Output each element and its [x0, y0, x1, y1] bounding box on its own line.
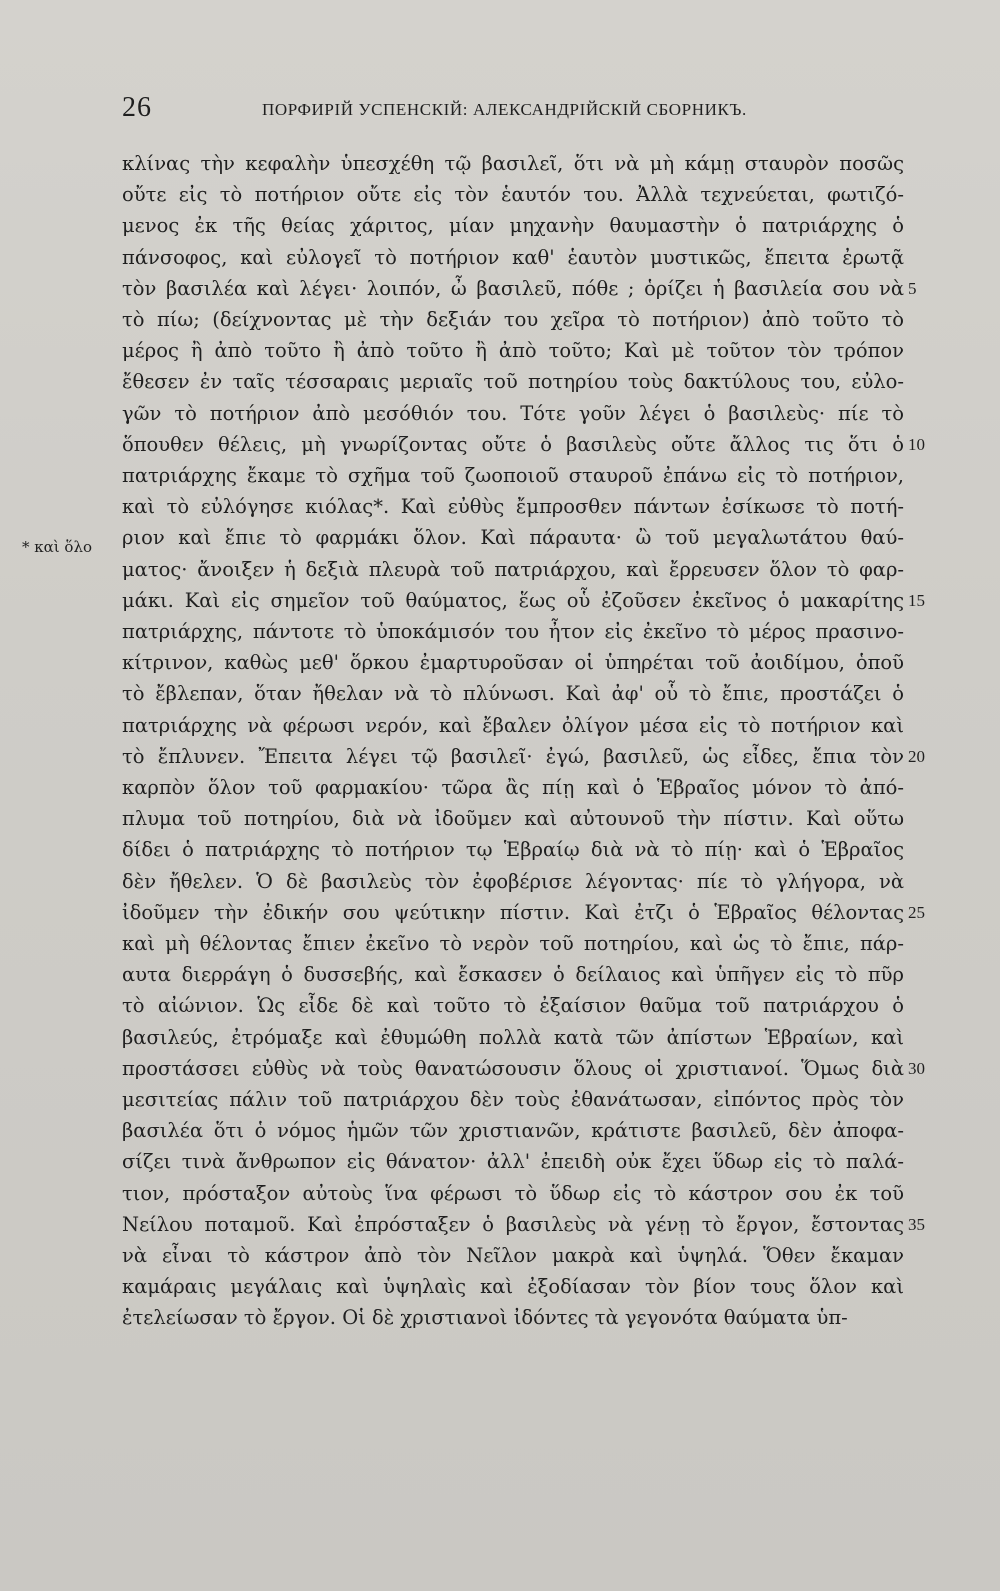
line-number: 5: [908, 278, 917, 298]
text-line: μέρος ἢ ἀπὸ τοῦτο ἢ ἀπὸ τοῦτο ἢ ἀπὸ τοῦτο; Καὶ μὲ τοῦτον τὸν τρόπον: [122, 339, 904, 363]
line-number: 15: [908, 590, 925, 610]
line-number: 25: [908, 902, 925, 922]
running-title: ПОРФИРІЙ УСПЕНСКІЙ: АЛЕКСАНДРІЙСКІЙ СБОРНИКЪ.: [262, 100, 747, 119]
text-line: πατριάρχης ἔκαμε τὸ σχῆμα τοῦ ζωοποιοῦ σταυροῦ ἐπάνω εἰς τὸ ποτήριον,: [122, 464, 904, 487]
text-line: τιον, πρόσταξον αὐτοὺς ἵνα φέρωσι τὸ ὕδωρ εἰς τὸ κάστρον σου ἐκ τοῦ: [122, 1181, 904, 1205]
text-line: πάνσοφος, καὶ εὐλογεῖ τὸ ποτήριον καθ' ἑαυτὸν μυστικῶς, ἔπειτα ἐρωτᾷ: [122, 245, 904, 269]
text-line: ριον καὶ ἔπιε τὸ φαρμάκι ὅλον. Καὶ πάραυτα· ὢ τοῦ μεγαλωτάτου θαύ-: [122, 526, 904, 550]
text-line: τὸ πίω; (δείχνοντας μὲ τὴν δεξιάν του χεῖρα τὸ ποτήριον) ἀπὸ τοῦτο τὸ: [122, 308, 904, 331]
text-line: τὸ ἔπλυνεν. Ἔπειτα λέγει τῷ βασιλεῖ· ἐγώ, βασιλεῦ, ὡς εἶδες, ἔπια τὸν: [122, 744, 904, 768]
line-number: 35: [908, 1214, 925, 1234]
text-line: πλυμα τοῦ ποτηρίου, διὰ νὰ ἰδοῦμεν καὶ αὐτουνοῦ τὴν πίστιν. Καὶ οὕτω: [122, 807, 904, 831]
text-line: μεσιτείας πάλιν τοῦ πατριάρχου δὲν τοὺς ἐθανάτωσαν, εἰπόντος πρὸς τὸν: [122, 1088, 904, 1111]
text-line: βασιλεύς, ἐτρόμαξε καὶ ἐθυμώθη πολλὰ κατὰ τῶν ἀπίστων Ἑβραίων, καὶ: [122, 1025, 904, 1049]
text-line: ἔθεσεν ἐν ταῖς τέσσαραις μεριαῖς τοῦ ποτηρίου τοὺς δακτύλους του, εὐλο-: [122, 370, 904, 394]
text-line: βασιλέα ὅτι ὁ νόμος ἡμῶν τῶν χριστιανῶν, κράτιστε βασιλεῦ, δὲν ἀποφα-: [122, 1119, 904, 1143]
text-line: καὶ μὴ θέλοντας ἔπιεν ἐκεῖνο τὸ νερὸν τοῦ ποτηρίου, καὶ ὡς τὸ ἔπιε, πάρ-: [122, 932, 904, 955]
line-number: 30: [908, 1058, 925, 1078]
text-line: μάκι. Καὶ εἰς σημεῖον τοῦ θαύματος, ἕως οὗ ἐζοῦσεν ἐκεῖνος ὁ μακαρίτης: [122, 588, 904, 612]
text-line: προστάσσει εὐθὺς νὰ τοὺς θανατώσουσιν ὅλους οἱ χριστιανοί. Ὅμως διὰ: [122, 1056, 904, 1080]
text-line: νὰ εἶναι τὸ κάστρον ἀπὸ τὸν Νεῖλον μακρὰ καὶ ὑψηλά. Ὅθεν ἔκαμαν: [122, 1244, 904, 1267]
text-line: τὸ ἔβλεπαν, ὅταν ἤθελαν νὰ τὸ πλύνωσι. Καὶ ἀφ' οὗ τὸ ἔπιε, προστάζει ὁ: [122, 682, 904, 706]
text-line: καρπὸν ὅλον τοῦ φαρμακίου· τῶρα ἂς πίῃ καὶ ὁ Ἑβραῖος μόνον τὸ ἀπό-: [122, 776, 904, 799]
text-line: τὸν βασιλέα καὶ λέγει· λοιπόν, ὦ βασιλεῦ, πόθε ; ὁρίζει ἡ βασιλεία σου νὰ: [122, 276, 904, 300]
text-line: ματος· ἄνοιξεν ἡ δεξιὰ πλευρὰ τοῦ πατριάρχου, καὶ ἔρρευσεν ὅλον τὸ φαρ-: [122, 557, 904, 581]
text-line: ἰδοῦμεν τὴν ἐδικήν σου ψεύτικην πίστιν. Καὶ ἐτζι ὁ Ἑβραῖος θέλοντας: [122, 900, 904, 924]
text-line: πατριάρχης νὰ φέρωσι νερόν, καὶ ἔβαλεν ὀλίγον μέσα εἰς τὸ ποτήριον καὶ: [122, 713, 904, 737]
line-number: 20: [908, 746, 925, 766]
page-number: 26: [122, 92, 152, 123]
text-line: οὔτε εἰς τὸ ποτήριον οὔτε εἰς τὸν ἑαυτόν του. Ἀλλὰ τεχνεύεται, φωτιζό-: [122, 183, 904, 207]
text-line: καὶ τὸ εὐλόγησε κιόλας*. Καὶ εὐθὺς ἔμπροσθεν πάντων ἐσίκωσε τὸ ποτή-: [122, 495, 904, 519]
margin-note: * καὶ ὅλο: [22, 538, 92, 556]
text-line: καμάραις μεγάλαις καὶ ὑψηλαὶς καὶ ἐξοδίασαν τὸν βίον τους ὅλον καὶ: [122, 1275, 904, 1299]
text-line: δὲν ἤθελεν. Ὁ δὲ βασιλεὺς τὸν ἐφοβέρισε λέγοντας· πίε τὸ γλήγορα, νὰ: [122, 869, 904, 893]
text-line: κίτρινον, καθὼς μεθ' ὅρκου ἐμαρτυροῦσαν οἱ ὑπηρέται τοῦ ἀοιδίμου, ὁποῦ: [122, 651, 904, 675]
text-line: ὅπουθεν θέλεις, μὴ γνωρίζοντας οὔτε ὁ βασιλεὺς οὔτε ἄλλος τις ὅτι ὁ: [122, 432, 904, 456]
text-line: ἐτελείωσαν τὸ ἔργον. Οἱ δὲ χριστιανοὶ ἰδόντες τὰ γεγονότα θαύματα ὑπ-: [122, 1306, 848, 1330]
line-number: 10: [908, 434, 925, 454]
text-line: αυτα διερράγη ὁ δυσσεβής, καὶ ἔσκασεν ὁ δείλαιος καὶ ὑπῆγεν εἰς τὸ πῦρ: [122, 963, 904, 987]
text-line: Νείλου ποταμοῦ. Καὶ ἐπρόσταξεν ὁ βασιλεὺς νὰ γένῃ τὸ ἔργον, ἔστοντας: [122, 1212, 904, 1236]
text-line: μενος ἐκ τῆς θείας χάριτος, μίαν μηχανὴν θαυμαστὴν ὁ πατριάρχης ὁ: [122, 214, 904, 238]
text-line: πατριάρχης, πάντοτε τὸ ὑποκάμισόν του ἦτον εἰς ἐκεῖνο τὸ μέρος πρασινο-: [122, 620, 904, 643]
text-line: γῶν τὸ ποτήριον ἀπὸ μεσόθιόν του. Τότε γοῦν λέγει ὁ βασιλεὺς· πίε τὸ: [122, 401, 904, 425]
text-line: κλίνας τὴν κεφαλὴν ὑπεσχέθη τῷ βασιλεῖ, ὅτι νὰ μὴ κάμῃ σταυρὸν ποσῶς: [122, 152, 904, 175]
text-line: τὸ αἰώνιον. Ὡς εἶδε δὲ καὶ τοῦτο τὸ ἐξαίσιον θαῦμα τοῦ πατριάρχου ὁ: [122, 994, 904, 1018]
text-line: δίδει ὁ πατριάρχης τὸ ποτήριον τῳ Ἑβραίῳ διὰ νὰ τὸ πίῃ· καὶ ὁ Ἑβραῖος: [122, 838, 904, 862]
text-line: σίζει τινὰ ἄνθρωπον εἰς θάνατον· ἀλλ' ἐπειδὴ οὐκ ἔχει ὕδωρ εἰς τὸ παλά-: [122, 1150, 904, 1174]
